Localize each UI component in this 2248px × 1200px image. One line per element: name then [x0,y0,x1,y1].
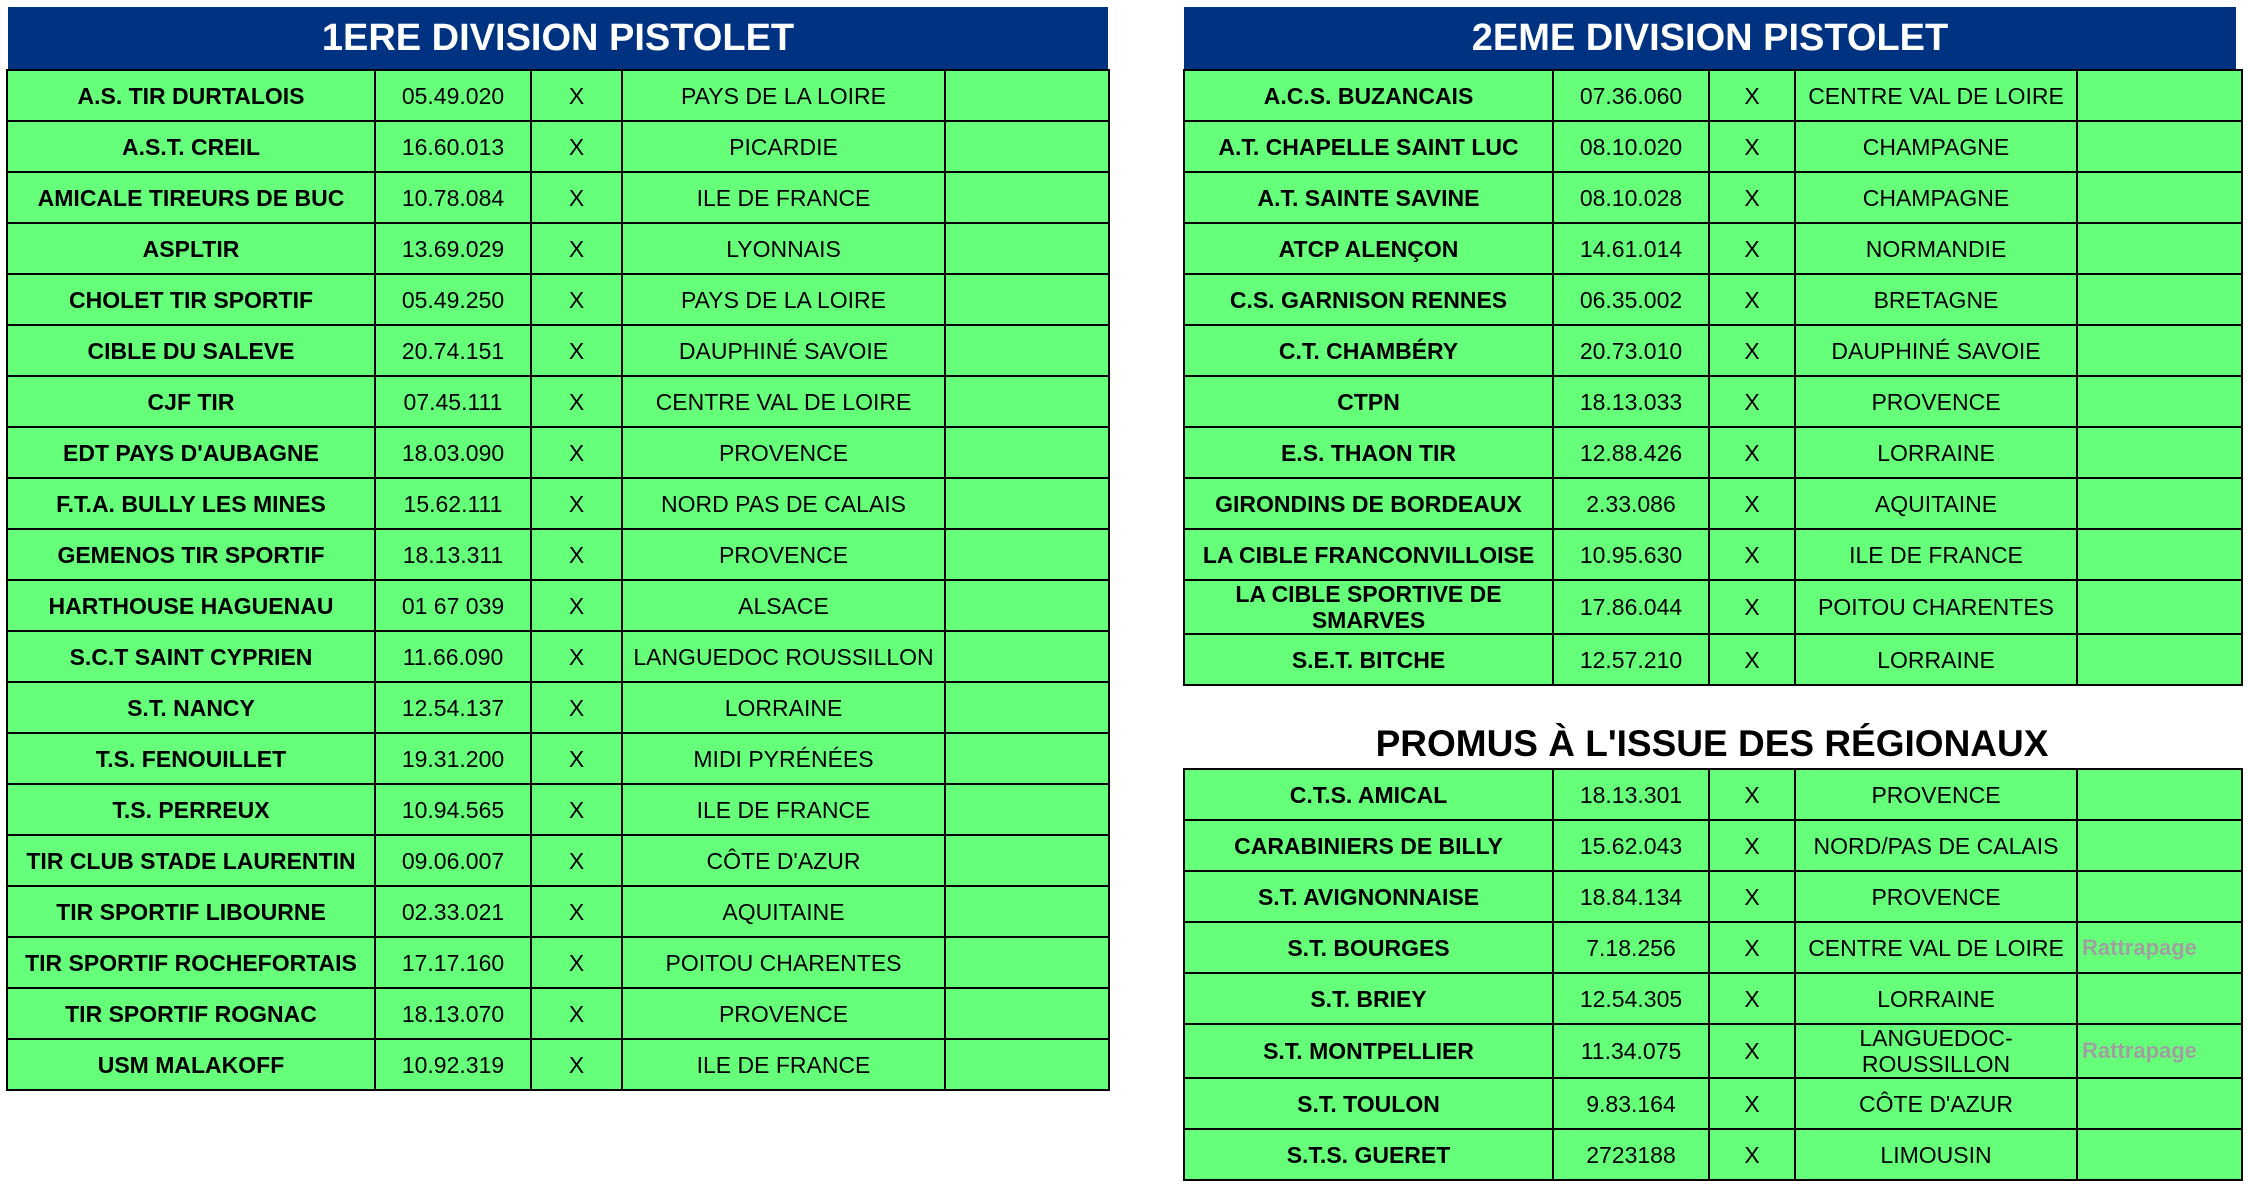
region-cell: AQUITAINE [622,886,945,937]
note-cell [945,682,1109,733]
note-cell [945,1039,1109,1090]
note-cell [945,427,1109,478]
mark-cell: X [531,784,622,835]
div2-title: 2EME DIVISION PISTOLET [1184,7,2236,69]
club-name-cell: ASPLTIR [7,223,375,274]
table-row [1184,172,2242,223]
mark-cell: X [531,1039,622,1090]
note-cell [945,631,1109,682]
club-name-cell: TIR SPORTIF ROCHEFORTAIS [7,937,375,988]
note-cell [2077,973,2242,1024]
club-code-cell: 20.74.151 [375,325,531,376]
club-name-cell: TIR SPORTIF LIBOURNE [7,886,375,937]
region-cell: PROVENCE [622,988,945,1039]
table-row [7,121,1109,172]
mark-cell: X [531,478,622,529]
region-cell: ILE DE FRANCE [1795,529,2077,580]
region-cell: NORD/PAS DE CALAIS [1795,820,2077,871]
club-name-cell: CHOLET TIR SPORTIF [7,274,375,325]
club-code-cell: 05.49.020 [375,70,531,121]
region-cell: DAUPHINÉ SAVOIE [1795,325,2077,376]
club-code-cell: 18.13.033 [1553,376,1709,427]
mark-cell: X [531,223,622,274]
club-name-cell: S.T. BRIEY [1184,973,1553,1024]
club-code-cell: 15.62.111 [375,478,531,529]
region-cell: PROVENCE [1795,376,2077,427]
mark-cell: X [531,376,622,427]
club-code-cell: 20.73.010 [1553,325,1709,376]
club-code-cell: 07.36.060 [1553,70,1709,121]
note-cell [945,121,1109,172]
note-cell [945,529,1109,580]
table-row [7,325,1109,376]
club-code-cell: 18.13.301 [1553,769,1709,820]
table-row [7,172,1109,223]
club-name-cell: GIRONDINS DE BORDEAUX [1184,478,1553,529]
table-row [7,733,1109,784]
club-name-cell: S.T. TOULON [1184,1078,1553,1129]
club-code-cell: 12.57.210 [1553,634,1709,685]
region-cell: LIMOUSIN [1795,1129,2077,1180]
table-row [7,223,1109,274]
club-name-cell: USM MALAKOFF [7,1039,375,1090]
note-cell [2077,1129,2242,1180]
note-cell [945,580,1109,631]
table-row [1184,223,2242,274]
note-cell [945,274,1109,325]
mark-cell: X [531,580,622,631]
note-cell [2077,274,2242,325]
mark-cell: X [1709,427,1795,478]
note-cell [2077,580,2242,634]
mark-cell: X [1709,274,1795,325]
table-row [1184,769,2242,820]
mark-cell: X [1709,871,1795,922]
club-name-cell: C.S. GARNISON RENNES [1184,274,1553,325]
region-cell: ILE DE FRANCE [622,784,945,835]
club-name-cell: S.T. NANCY [7,682,375,733]
region-cell: PROVENCE [622,427,945,478]
region-cell: LORRAINE [1795,427,2077,478]
club-code-cell: 10.94.565 [375,784,531,835]
club-code-cell: 18.84.134 [1553,871,1709,922]
table-row [1184,70,2242,121]
region-cell: NORMANDIE [1795,223,2077,274]
club-name-cell: A.T. SAINTE SAVINE [1184,172,1553,223]
club-name-cell: A.S.T. CREIL [7,121,375,172]
region-cell: ILE DE FRANCE [622,172,945,223]
table-row [1184,478,2242,529]
club-code-cell: 15.62.043 [1553,820,1709,871]
note-cell [945,886,1109,937]
note-cell [945,988,1109,1039]
table-row [1184,973,2242,1024]
region-cell: CENTRE VAL DE LOIRE [622,376,945,427]
region-cell: PROVENCE [1795,871,2077,922]
table-row [7,376,1109,427]
club-code-cell: 06.35.002 [1553,274,1709,325]
region-cell: ILE DE FRANCE [622,1039,945,1090]
club-code-cell: 17.17.160 [375,937,531,988]
region-cell: AQUITAINE [1795,478,2077,529]
note-cell [945,784,1109,835]
note-cell [2077,427,2242,478]
mark-cell: X [1709,1078,1795,1129]
mark-cell: X [1709,478,1795,529]
table-row [7,631,1109,682]
table-row [1184,529,2242,580]
mark-cell: X [531,988,622,1039]
club-name-cell: S.T.S. GUERET [1184,1129,1553,1180]
note-cell [945,835,1109,886]
mark-cell: X [531,427,622,478]
club-name-cell: T.S. PERREUX [7,784,375,835]
club-code-cell: 18.13.311 [375,529,531,580]
club-code-cell: 18.13.070 [375,988,531,1039]
region-cell: DAUPHINÉ SAVOIE [622,325,945,376]
note-cell [945,478,1109,529]
club-name-cell: CIBLE DU SALEVE [7,325,375,376]
table-row [1184,376,2242,427]
note-cell [2077,769,2242,820]
region-cell: CENTRE VAL DE LOIRE [1795,922,2077,973]
region-cell: LANGUEDOC-ROUSSILLON [1795,1024,2077,1078]
mark-cell: X [1709,121,1795,172]
note-cell [945,376,1109,427]
club-name-cell: F.T.A. BULLY LES MINES [7,478,375,529]
club-code-cell: 12.88.426 [1553,427,1709,478]
mark-cell: X [531,70,622,121]
club-name-cell: A.S. TIR DURTALOIS [7,70,375,121]
mark-cell: X [531,835,622,886]
note-cell [2077,529,2242,580]
note-cell [2077,478,2242,529]
region-cell: ALSACE [622,580,945,631]
club-code-cell: 11.34.075 [1553,1024,1709,1078]
region-cell: CHAMPAGNE [1795,121,2077,172]
note-cell [2077,1078,2242,1129]
region-cell: POITOU CHARENTES [622,937,945,988]
club-code-cell: 01 67 039 [375,580,531,631]
club-code-cell: 12.54.305 [1553,973,1709,1024]
club-code-cell: 02.33.021 [375,886,531,937]
table-row [7,682,1109,733]
table-row [1184,427,2242,478]
mark-cell: X [531,733,622,784]
club-code-cell: 19.31.200 [375,733,531,784]
mark-cell: X [1709,973,1795,1024]
note-cell [2077,223,2242,274]
club-code-cell: 08.10.028 [1553,172,1709,223]
mark-cell: X [531,274,622,325]
table-row [7,988,1109,1039]
region-cell: CENTRE VAL DE LOIRE [1795,70,2077,121]
club-name-cell: C.T. CHAMBÉRY [1184,325,1553,376]
club-code-cell: 17.86.044 [1553,580,1709,634]
promus-title: PROMUS À L'ISSUE DES RÉGIONAUX [1375,723,2049,764]
region-cell: PAYS DE LA LOIRE [622,274,945,325]
note-cell [945,70,1109,121]
region-cell: LYONNAIS [622,223,945,274]
promus-table [1183,768,2243,1181]
club-name-cell: CTPN [1184,376,1553,427]
note-cell [945,223,1109,274]
table-row [7,886,1109,937]
club-code-cell: 08.10.020 [1553,121,1709,172]
club-code-cell: 2.33.086 [1553,478,1709,529]
mark-cell: X [1709,820,1795,871]
region-cell: PAYS DE LA LOIRE [622,70,945,121]
table-row [1184,820,2242,871]
club-name-cell: CJF TIR [7,376,375,427]
table-row [1184,634,2242,685]
club-code-cell: 12.54.137 [375,682,531,733]
club-code-cell: 09.06.007 [375,835,531,886]
region-cell: CHAMPAGNE [1795,172,2077,223]
table-row [7,70,1109,121]
mark-cell: X [1709,1129,1795,1180]
note-cell [2077,70,2242,121]
club-code-cell: 7.18.256 [1553,922,1709,973]
table-row [7,274,1109,325]
mark-cell: X [1709,223,1795,274]
mark-cell: X [531,682,622,733]
table-row [7,835,1109,886]
club-code-cell: 2723188 [1553,1129,1709,1180]
club-name-cell: LA CIBLE SPORTIVE DE SMARVES [1184,580,1553,634]
table-row [1184,1024,2242,1078]
region-cell: LANGUEDOC ROUSSILLON [622,631,945,682]
club-name-cell: EDT PAYS D'AUBAGNE [7,427,375,478]
club-code-cell: 9.83.164 [1553,1078,1709,1129]
note-cell [945,172,1109,223]
club-name-cell: A.T. CHAPELLE SAINT LUC [1184,121,1553,172]
club-name-cell: C.T.S. AMICAL [1184,769,1553,820]
table-row [1184,121,2242,172]
club-name-cell: HARTHOUSE HAGUENAU [7,580,375,631]
table-row [7,1039,1109,1090]
mark-cell: X [531,631,622,682]
club-name-cell: S.T. AVIGNONNAISE [1184,871,1553,922]
region-cell: CÔTE D'AZUR [1795,1078,2077,1129]
table-row [1184,1078,2242,1129]
club-code-cell: 11.66.090 [375,631,531,682]
note-cell: Rattrapage [2077,1024,2242,1078]
region-cell: PICARDIE [622,121,945,172]
table-row [1184,325,2242,376]
club-code-cell: 10.92.319 [375,1039,531,1090]
note-cell [2077,634,2242,685]
mark-cell: X [1709,325,1795,376]
div1-table [6,69,1110,1091]
club-name-cell: ATCP ALENÇON [1184,223,1553,274]
table-row [7,529,1109,580]
club-name-cell: TIR SPORTIF ROGNAC [7,988,375,1039]
club-code-cell: 07.45.111 [375,376,531,427]
table-row [7,427,1109,478]
note-cell: Rattrapage [2077,922,2242,973]
mark-cell: X [531,325,622,376]
club-name-cell: S.T. MONTPELLIER [1184,1024,1553,1078]
club-name-cell: E.S. THAON TIR [1184,427,1553,478]
club-code-cell: 18.03.090 [375,427,531,478]
mark-cell: X [1709,376,1795,427]
note-cell [2077,871,2242,922]
region-cell: PROVENCE [622,529,945,580]
club-code-cell: 13.69.029 [375,223,531,274]
mark-cell: X [1709,70,1795,121]
table-row [1184,871,2242,922]
mark-cell: X [531,121,622,172]
table-row [1184,922,2242,973]
region-cell: LORRAINE [1795,973,2077,1024]
mark-cell: X [1709,769,1795,820]
mark-cell: X [1709,580,1795,634]
note-cell [2077,121,2242,172]
club-name-cell: LA CIBLE FRANCONVILLOISE [1184,529,1553,580]
mark-cell: X [531,886,622,937]
club-name-cell: GEMENOS TIR SPORTIF [7,529,375,580]
region-cell: NORD PAS DE CALAIS [622,478,945,529]
mark-cell: X [1709,529,1795,580]
club-name-cell: A.C.S. BUZANCAIS [1184,70,1553,121]
mark-cell: X [1709,634,1795,685]
region-cell: LORRAINE [622,682,945,733]
region-cell: PROVENCE [1795,769,2077,820]
club-name-cell: S.C.T SAINT CYPRIEN [7,631,375,682]
table-row [1184,274,2242,325]
mark-cell: X [531,172,622,223]
table-row [7,478,1109,529]
region-cell: POITOU CHARENTES [1795,580,2077,634]
div1-title: 1ERE DIVISION PISTOLET [8,7,1108,69]
table-row [1184,580,2242,634]
mark-cell: X [531,937,622,988]
table-row [7,937,1109,988]
club-name-cell: S.T. BOURGES [1184,922,1553,973]
mark-cell: X [1709,172,1795,223]
region-cell: MIDI PYRÉNÉES [622,733,945,784]
mark-cell: X [1709,922,1795,973]
note-cell [945,937,1109,988]
div2-table [1183,69,2243,686]
region-cell: BRETAGNE [1795,274,2077,325]
note-cell [2077,820,2242,871]
note-cell [2077,172,2242,223]
club-name-cell: CARABINIERS DE BILLY [1184,820,1553,871]
table-row [7,784,1109,835]
table-row [7,580,1109,631]
club-name-cell: S.E.T. BITCHE [1184,634,1553,685]
club-code-cell: 14.61.014 [1553,223,1709,274]
note-cell [945,733,1109,784]
table-row [1184,1129,2242,1180]
club-name-cell: AMICALE TIREURS DE BUC [7,172,375,223]
mark-cell: X [531,529,622,580]
club-code-cell: 16.60.013 [375,121,531,172]
club-code-cell: 05.49.250 [375,274,531,325]
club-code-cell: 10.95.630 [1553,529,1709,580]
mark-cell: X [1709,1024,1795,1078]
club-code-cell: 10.78.084 [375,172,531,223]
club-name-cell: T.S. FENOUILLET [7,733,375,784]
note-cell [945,325,1109,376]
club-name-cell: TIR CLUB STADE LAURENTIN [7,835,375,886]
note-cell [2077,376,2242,427]
note-cell [2077,325,2242,376]
region-cell: CÔTE D'AZUR [622,835,945,886]
region-cell: LORRAINE [1795,634,2077,685]
